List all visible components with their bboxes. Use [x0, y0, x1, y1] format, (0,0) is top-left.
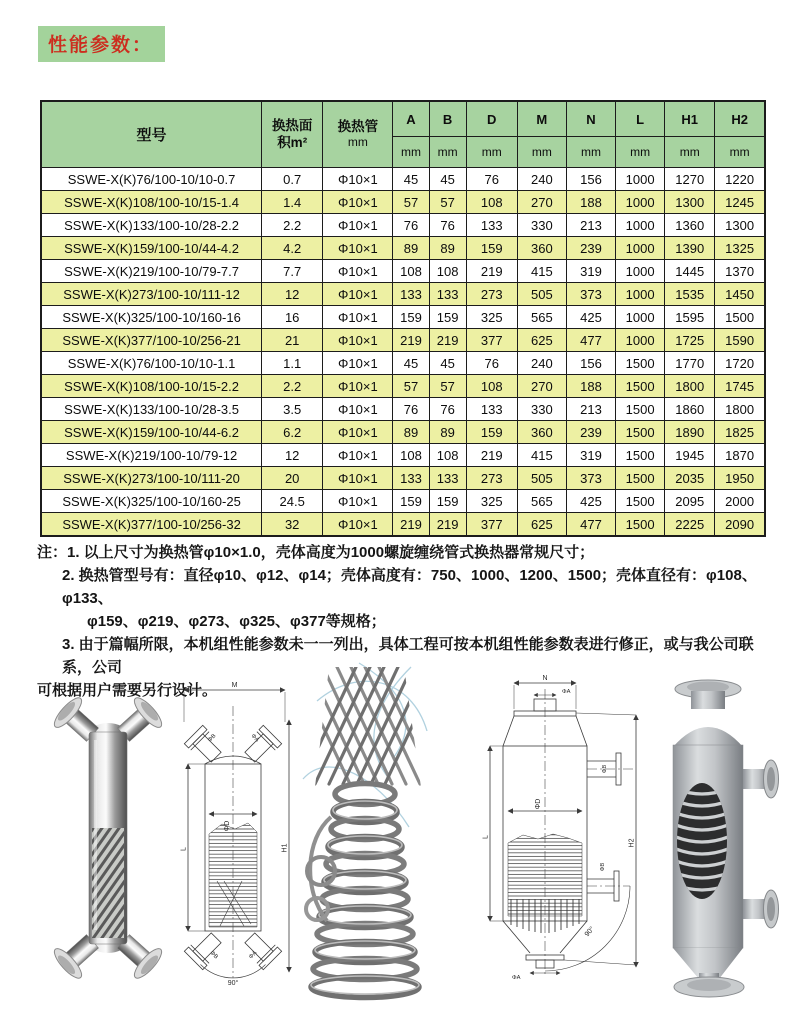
cell-H2: 1720: [715, 352, 765, 375]
unit-mm: mm: [393, 137, 429, 168]
cell-tube: Φ10×1: [323, 191, 393, 214]
cell-model: SSWE-X(K)133/100-10/28-2.2: [41, 214, 262, 237]
cell-A: 108: [393, 444, 429, 467]
cell-H2: 2090: [715, 513, 765, 537]
cell-model: SSWE-X(K)377/100-10/256-32: [41, 513, 262, 537]
table-row: [41, 352, 765, 375]
cell-H1: 1270: [665, 168, 715, 191]
cell-A: 108: [393, 260, 429, 283]
cell-D: 133: [466, 214, 517, 237]
cell-L: 1000: [616, 260, 665, 283]
figure-photo-inline-exchanger: [650, 673, 790, 1008]
cell-model: SSWE-X(K)377/100-10/256-21: [41, 329, 262, 352]
cell-D: 76: [466, 168, 517, 191]
figure-photo-coil-bundle: [299, 659, 436, 1009]
cell-B: 219: [429, 329, 466, 352]
cell-model: SSWE-X(K)219/100-10/79-12: [41, 444, 262, 467]
drawing-inline-type: [478, 671, 648, 993]
cell-model: SSWE-X(K)159/100-10/44-4.2: [41, 237, 262, 260]
cell-tube: Φ10×1: [323, 490, 393, 513]
cell-A: 219: [393, 513, 429, 537]
dim-label-h1: H1: [281, 843, 289, 853]
col-header-H2: H2: [715, 101, 765, 137]
table-row: [41, 467, 765, 490]
cell-model: SSWE-X(K)76/100-10/10-0.7: [41, 168, 262, 191]
col-header-area-line1: 换热面: [271, 117, 313, 133]
cell-L: 1000: [616, 168, 665, 191]
cell-tube: Φ10×1: [323, 444, 393, 467]
cell-H2: 1590: [715, 329, 765, 352]
cell-N: 213: [566, 214, 615, 237]
table-row: [41, 260, 765, 283]
cell-M: 330: [517, 398, 566, 421]
coil-stack: [311, 784, 419, 998]
dim-label-angle: 90°: [583, 925, 597, 939]
cell-D: 159: [466, 421, 517, 444]
cell-N: 477: [566, 329, 615, 352]
cell-A: 133: [393, 467, 429, 490]
cell-tube: Φ10×1: [323, 513, 393, 537]
cell-H2: 1825: [715, 421, 765, 444]
cell-B: 133: [429, 467, 466, 490]
cell-tube: Φ10×1: [323, 214, 393, 237]
cell-H1: 1360: [665, 214, 715, 237]
cell-area: 16: [262, 306, 323, 329]
cell-area: 12: [262, 283, 323, 306]
cell-model: SSWE-X(K)325/100-10/160-25: [41, 490, 262, 513]
table-row: [41, 168, 765, 191]
col-header-model: 型号: [41, 101, 262, 168]
note-line: φ159、φ219、φ273、φ325、φ377等规格；: [87, 613, 386, 630]
cell-B: 57: [429, 375, 466, 398]
cell-M: 415: [517, 260, 566, 283]
dim-label-phi-a-top: ΦA: [562, 689, 571, 695]
photo-coil-bundle: [299, 659, 436, 1009]
cell-D: 108: [466, 375, 517, 398]
cell-D: 273: [466, 467, 517, 490]
cell-N: 239: [566, 237, 615, 260]
dim-label-l: L: [180, 847, 188, 851]
col-header-area: [262, 101, 323, 168]
cell-H1: 1770: [665, 352, 715, 375]
cell-D: 377: [466, 513, 517, 537]
cell-B: 108: [429, 444, 466, 467]
cell-area: 32: [262, 513, 323, 537]
col-header-N: N: [566, 101, 615, 137]
cell-L: 1500: [616, 398, 665, 421]
dim-label-dia: ΦD: [535, 798, 542, 810]
cell-tube: Φ10×1: [323, 398, 393, 421]
cell-A: 159: [393, 490, 429, 513]
cell-H2: 1325: [715, 237, 765, 260]
cell-H1: 1595: [665, 306, 715, 329]
cell-N: 188: [566, 191, 615, 214]
cell-B: 57: [429, 191, 466, 214]
cell-B: 108: [429, 260, 466, 283]
cell-tube: Φ10×1: [323, 375, 393, 398]
col-header-tube: [323, 101, 393, 168]
woven-top-section: [299, 667, 436, 784]
cell-L: 1500: [616, 513, 665, 537]
cell-A: 76: [393, 214, 429, 237]
cell-N: 373: [566, 283, 615, 306]
note-line: 注：1. 以上尺寸为换热管φ10×1.0，壳体高度为1000螺旋缠绕管式换热器常规尺寸；: [37, 544, 595, 561]
unit-mm: mm: [429, 137, 466, 168]
table-row: [41, 490, 765, 513]
cell-N: 319: [566, 260, 615, 283]
dim-label-n: N: [542, 675, 548, 682]
cell-A: 45: [393, 168, 429, 191]
cell-A: 159: [393, 306, 429, 329]
table-row: [41, 513, 765, 537]
cell-tube: Φ10×1: [323, 283, 393, 306]
cell-A: 57: [393, 375, 429, 398]
cell-model: SSWE-X(K)273/100-10/111-20: [41, 467, 262, 490]
cell-D: 133: [466, 398, 517, 421]
cell-area: 2.2: [262, 375, 323, 398]
cell-area: 2.2: [262, 214, 323, 237]
dim-label-angle: 90°: [227, 980, 239, 987]
cell-N: 188: [566, 375, 615, 398]
col-header-tube-line2: mm: [347, 135, 368, 150]
cell-M: 625: [517, 513, 566, 537]
dim-label-l: L: [482, 835, 490, 839]
cell-tube: Φ10×1: [323, 352, 393, 375]
cell-A: 219: [393, 329, 429, 352]
cell-D: 377: [466, 329, 517, 352]
cell-A: 89: [393, 237, 429, 260]
dim-label-m: M: [231, 682, 238, 689]
cell-B: 76: [429, 398, 466, 421]
table-row: [41, 421, 765, 444]
cell-H1: 1535: [665, 283, 715, 306]
table-row: [41, 375, 765, 398]
cell-D: 325: [466, 306, 517, 329]
nozzle-label-br: ΦA: [248, 950, 259, 961]
table-row: [41, 283, 765, 306]
table-row: [41, 237, 765, 260]
cell-area: 6.2: [262, 421, 323, 444]
figure-photo-x-type-exchanger: [50, 680, 165, 995]
note-line: 可根据用户需要另行设计。: [37, 682, 218, 699]
drawing-lines: [184, 690, 289, 978]
cell-area: 20: [262, 467, 323, 490]
cell-L: 1000: [616, 191, 665, 214]
cell-B: 159: [429, 490, 466, 513]
cell-area: 1.1: [262, 352, 323, 375]
cell-B: 89: [429, 421, 466, 444]
cell-B: 219: [429, 513, 466, 537]
cell-H2: 1950: [715, 467, 765, 490]
cell-H1: 1300: [665, 191, 715, 214]
col-header-A: A: [393, 101, 429, 137]
note-line: 3. 由于篇幅所限，本机组性能参数未一一列出，具体工程可按本机组性能参数表进行修正，或与我公司联系，公司: [62, 636, 754, 676]
cell-M: 360: [517, 237, 566, 260]
nozzle-label-tl: ΦB: [207, 733, 218, 744]
unit-mm: mm: [466, 137, 517, 168]
dim-label-dia: ΦD: [224, 820, 231, 832]
cell-N: 477: [566, 513, 615, 537]
cell-tube: Φ10×1: [323, 168, 393, 191]
cell-N: 156: [566, 352, 615, 375]
drawing-x-type: [172, 676, 297, 991]
cell-M: 240: [517, 352, 566, 375]
cell-D: 273: [466, 283, 517, 306]
cell-M: 565: [517, 306, 566, 329]
cell-A: 89: [393, 421, 429, 444]
cell-tube: Φ10×1: [323, 329, 393, 352]
cell-H1: 1800: [665, 375, 715, 398]
cell-tube: Φ10×1: [323, 421, 393, 444]
cell-model: SSWE-X(K)108/100-10/15-1.4: [41, 191, 262, 214]
cell-M: 505: [517, 467, 566, 490]
col-header-D: D: [466, 101, 517, 137]
cell-L: 1000: [616, 237, 665, 260]
cell-N: 425: [566, 306, 615, 329]
unit-mm: mm: [566, 137, 615, 168]
col-header-area-line2: 积m²: [277, 134, 308, 150]
cell-M: 565: [517, 490, 566, 513]
cell-L: 1500: [616, 490, 665, 513]
cell-N: 213: [566, 398, 615, 421]
cell-N: 425: [566, 490, 615, 513]
cell-H2: 1450: [715, 283, 765, 306]
cell-L: 1500: [616, 352, 665, 375]
cell-H2: 1370: [715, 260, 765, 283]
vessel-shell: [50, 694, 165, 982]
figure-drawing-inline-type: [478, 671, 648, 993]
cell-D: 76: [466, 352, 517, 375]
dim-label-phi-a-bottom: ΦA: [512, 975, 521, 981]
col-header-B: B: [429, 101, 466, 137]
cell-tube: Φ10×1: [323, 260, 393, 283]
cell-L: 1500: [616, 421, 665, 444]
cell-M: 415: [517, 444, 566, 467]
cell-model: SSWE-X(K)325/100-10/160-16: [41, 306, 262, 329]
cell-A: 45: [393, 352, 429, 375]
cell-H2: 1745: [715, 375, 765, 398]
cell-L: 1000: [616, 214, 665, 237]
cell-D: 325: [466, 490, 517, 513]
unit-mm: mm: [665, 137, 715, 168]
cell-A: 57: [393, 191, 429, 214]
cell-L: 1500: [616, 444, 665, 467]
unit-mm: mm: [517, 137, 566, 168]
cell-B: 45: [429, 352, 466, 375]
cell-tube: Φ10×1: [323, 306, 393, 329]
cell-B: 133: [429, 283, 466, 306]
cell-B: 159: [429, 306, 466, 329]
cell-H1: 2035: [665, 467, 715, 490]
cell-area: 3.5: [262, 398, 323, 421]
dim-label-h2: H2: [628, 838, 636, 848]
col-header-tube-line1: 换热管: [337, 118, 379, 134]
table-row: [41, 214, 765, 237]
cell-model: SSWE-X(K)159/100-10/44-6.2: [41, 421, 262, 444]
col-header-M: M: [517, 101, 566, 137]
cell-area: 4.2: [262, 237, 323, 260]
cell-H1: 1890: [665, 421, 715, 444]
cell-model: SSWE-X(K)108/100-10/15-2.2: [41, 375, 262, 398]
cell-M: 360: [517, 421, 566, 444]
cell-H2: 1220: [715, 168, 765, 191]
page-title: 性能参数：: [38, 26, 165, 62]
cell-N: 319: [566, 444, 615, 467]
cell-H1: 1445: [665, 260, 715, 283]
cell-area: 1.4: [262, 191, 323, 214]
cell-tube: Φ10×1: [323, 237, 393, 260]
cell-L: 1500: [616, 375, 665, 398]
col-header-L: L: [616, 101, 665, 137]
cell-H2: 1870: [715, 444, 765, 467]
cell-L: 1000: [616, 329, 665, 352]
drawing-lines: [490, 683, 636, 976]
note-line: 2. 换热管型号有：直径φ10、φ12、φ14；壳体高度有：750、1000、1200、1500；壳体直径有：φ108、φ133、: [62, 567, 757, 607]
cell-B: 76: [429, 214, 466, 237]
photo-inline-exchanger: [650, 673, 790, 1008]
cell-D: 219: [466, 260, 517, 283]
cell-model: SSWE-X(K)219/100-10/79-7.7: [41, 260, 262, 283]
table-row: [41, 191, 765, 214]
spec-table: [40, 100, 766, 537]
cell-D: 159: [466, 237, 517, 260]
cell-area: 12: [262, 444, 323, 467]
photo-x-type-exchanger: [50, 680, 165, 995]
cell-model: SSWE-X(K)76/100-10/10-1.1: [41, 352, 262, 375]
dim-label-phi-b-top: ΦB: [602, 764, 608, 774]
table-row: [41, 444, 765, 467]
cell-A: 76: [393, 398, 429, 421]
cell-H1: 1945: [665, 444, 715, 467]
cell-H1: 2095: [665, 490, 715, 513]
table-row: [41, 329, 765, 352]
cell-M: 330: [517, 214, 566, 237]
cell-tube: Φ10×1: [323, 467, 393, 490]
cell-L: 1000: [616, 283, 665, 306]
cell-A: 133: [393, 283, 429, 306]
cell-H1: 1725: [665, 329, 715, 352]
cell-H2: 1300: [715, 214, 765, 237]
figure-drawing-x-type: [172, 676, 297, 991]
cell-D: 108: [466, 191, 517, 214]
cell-H2: 1500: [715, 306, 765, 329]
cell-H2: 1245: [715, 191, 765, 214]
cell-model: SSWE-X(K)273/100-10/111-12: [41, 283, 262, 306]
cell-H1: 1390: [665, 237, 715, 260]
cell-L: 1500: [616, 467, 665, 490]
cell-area: 0.7: [262, 168, 323, 191]
unit-mm: mm: [616, 137, 665, 168]
cell-M: 270: [517, 191, 566, 214]
cell-M: 505: [517, 283, 566, 306]
cell-L: 1000: [616, 306, 665, 329]
cell-H1: 2225: [665, 513, 715, 537]
cell-N: 156: [566, 168, 615, 191]
table-row: [41, 306, 765, 329]
cell-model: SSWE-X(K)133/100-10/28-3.5: [41, 398, 262, 421]
cell-H2: 2000: [715, 490, 765, 513]
cell-B: 89: [429, 237, 466, 260]
cell-area: 7.7: [262, 260, 323, 283]
cell-H1: 1860: [665, 398, 715, 421]
cell-D: 219: [466, 444, 517, 467]
cell-N: 373: [566, 467, 615, 490]
table-row: [41, 398, 765, 421]
cell-H2: 1800: [715, 398, 765, 421]
unit-mm: mm: [715, 137, 765, 168]
cell-area: 21: [262, 329, 323, 352]
cell-M: 240: [517, 168, 566, 191]
vessel-shell: [673, 680, 779, 997]
cell-M: 270: [517, 375, 566, 398]
drawing-labels: [483, 675, 636, 981]
cell-area: 24.5: [262, 490, 323, 513]
cell-B: 45: [429, 168, 466, 191]
col-header-H1: H1: [665, 101, 715, 137]
cell-M: 625: [517, 329, 566, 352]
dim-label-phi-b-bottom: ΦB: [600, 862, 606, 872]
spec-table-body: [41, 168, 765, 537]
nozzle-label-tr: ΦA: [249, 733, 260, 744]
nozzle-label-bl: ΦB: [208, 950, 219, 961]
cell-N: 239: [566, 421, 615, 444]
